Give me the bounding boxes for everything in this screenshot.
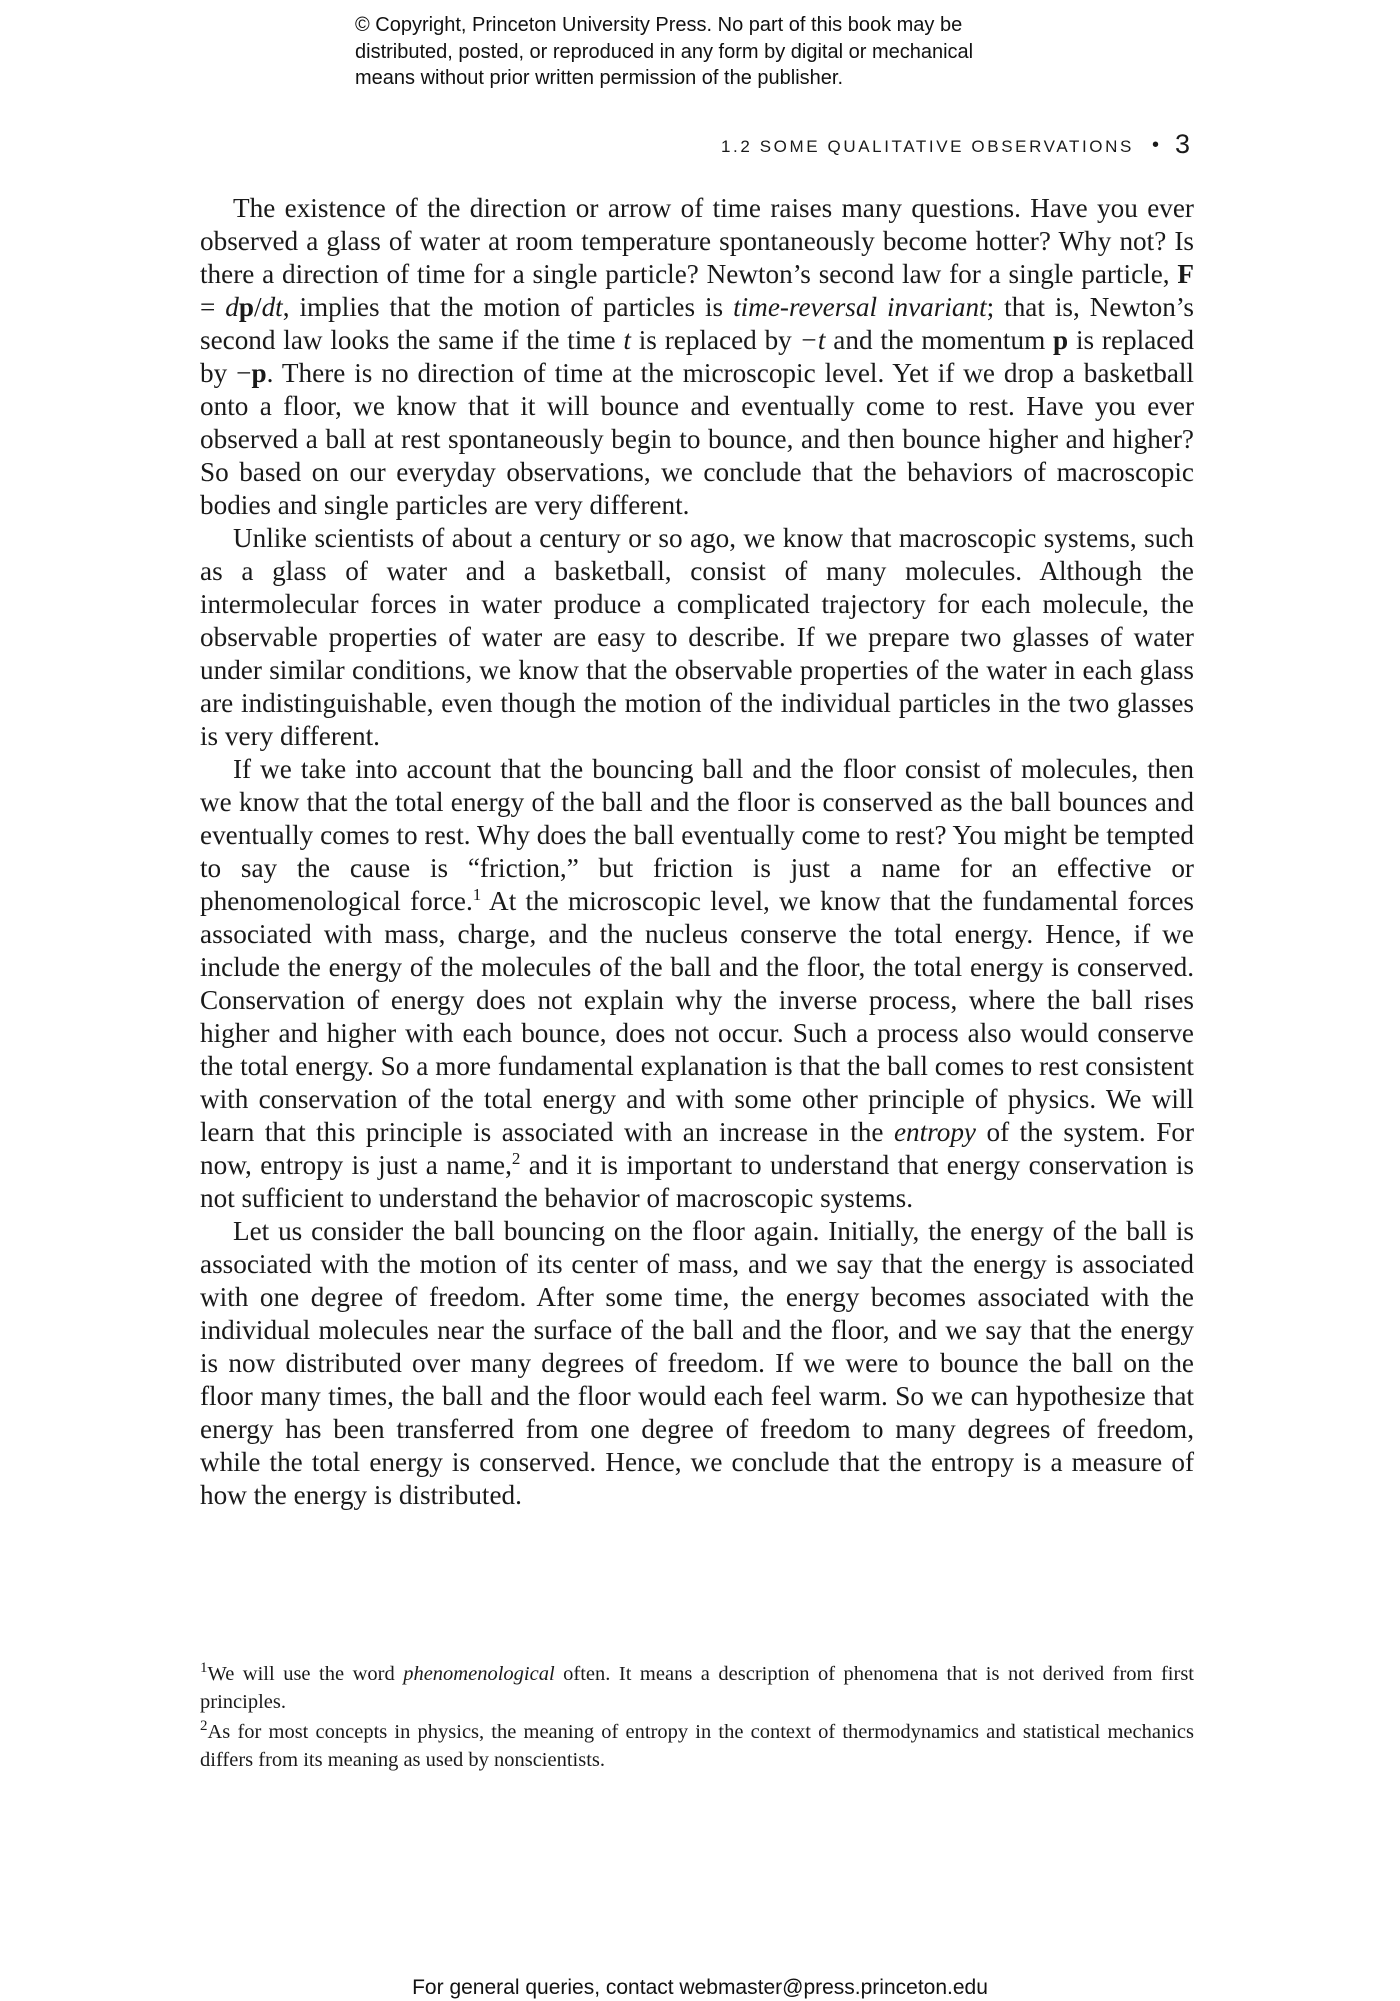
force-symbol: F: [1177, 259, 1194, 289]
text-run: and it is important to understand that energy conservation is not sufficient to understand the behavior of macroscopic systems.: [200, 1150, 1194, 1213]
equals-sign: =: [200, 292, 226, 322]
footnote: [200, 1660, 1194, 1716]
page-number: 3: [1174, 129, 1190, 159]
text-run: . There is no direction of time at the microscopic level. Yet if we drop a basketball onto a floor, we know that it will bounce and eventually come to rest. Have you ever observed a ball at rest spontaneously begin to bounce, and then bounce higher and higher? So based on our everyday observations, we conclude that the behaviors of macroscopic bodies and single particles are very different.: [200, 358, 1194, 520]
contact-footer: For general queries, contact webmaster@press.princeton.edu: [412, 1976, 988, 1999]
running-head: [500, 128, 1190, 159]
footnote-ref: 1: [472, 884, 482, 904]
paragraph: Unlike scientists of about a century or so ago, we know that macroscopic systems, such as a glass of water and a basketball, consist of many molecules. Although the intermolecular forces in water produce a complicated trajectory for each molecule, the observable properties of water are easy to describe. If we prepare two glasses of water under similar conditions, we know that the observable properties of the water in each glass are indistinguishable, even though the motion of the individual particles in the two glasses is very different.: [200, 523, 1194, 751]
math-d: d: [225, 292, 239, 322]
negative-time-symbol: −t: [799, 325, 826, 355]
time-symbol: t: [623, 325, 631, 355]
paragraph: [200, 192, 1194, 522]
text-run: often. It means a description of phenomena that is not derived from first principles.: [200, 1663, 1194, 1713]
body-text: [200, 192, 1194, 1512]
text-run: As for most concepts in physics, the meaning of entropy in the context of thermodynamics and statistical mechanics differs from its meaning as used by nonscientists.: [200, 1721, 1194, 1771]
paragraph: [200, 753, 1194, 1215]
footnote: [200, 1718, 1194, 1774]
momentum-symbol: p: [1053, 325, 1069, 355]
footnote-mark: 2: [200, 1718, 208, 1735]
text-run: The existence of the direction or arrow of time raises many questions. Have you ever observed a glass of water at room temperature spontaneously become hotter? Why not? Is there a direction of time for a single particle? Newton’s second law for a single particle,: [200, 193, 1194, 289]
text-run: ; that is, Newton’s second law looks the same if the time: [200, 292, 1194, 355]
section-title: 1.2 SOME QUALITATIVE OBSERVATIONS: [720, 137, 1134, 156]
emphasis: time-reversal invariant: [733, 292, 987, 322]
copyright-notice: [355, 12, 1115, 92]
paragraph: Let us consider the ball bouncing on the floor again. Initially, the energy of the ball is associated with the motion of its center of mass, and we say that the energy is associated with one degree of freedom. After some time, the energy becomes associated with the individual molecules near the surface of the ball and the floor, and we say that the energy is now distributed over many degrees of freedom. If we were to bounce the ball on the floor many times, the ball and the floor would each feel warm. So we can hypothesize that energy has been transferred from one degree of freedom to many degrees of freedom, while the total energy is conserved. Hence, we conclude that the entropy is a measure of how the energy is distributed.: [200, 1216, 1194, 1510]
text-run: of the system. For now, entropy is just a name,: [200, 1117, 1195, 1180]
text-run: and the momentum: [825, 325, 1054, 355]
copyright-line: means without prior written permission of the publisher.: [355, 67, 844, 89]
momentum-symbol: p: [238, 292, 255, 322]
copyright-line: distributed, posted, or reproduced in any form by digital or mechanical: [355, 40, 974, 63]
text-run: , implies that the motion of particles is: [282, 292, 734, 322]
emphasis: phenomenological: [403, 1663, 555, 1685]
footnotes: [200, 1660, 1194, 1776]
text-run: is replaced by: [630, 325, 800, 355]
text-run: We will use the word: [207, 1663, 404, 1685]
footnote-ref: 2: [511, 1148, 521, 1168]
text-run: At the microscopic level, we know that the fundamental forces associated with mass, charge, and the nucleus conserve the total energy. Hence, if we include the energy of the molecules of the ball and the floor, the total energy is conserved. Conservation of energy does not explain why the inverse process, where the ball rises higher and higher with each bounce, does not occur. Such a process also would conserve the total energy. So a more fundamental explanation is that the ball comes to rest consistent with conservation of the total energy and with some other principle of physics. We will learn that this principle is associated with an increase in the: [200, 886, 1194, 1147]
slash: /: [254, 292, 262, 322]
momentum-symbol: p: [251, 358, 267, 388]
text-run: If we take into account that the bouncing ball and the floor consist of molecules, then we know that the total energy of the ball and the floor is conserved as the ball bounces and eventually comes to rest. Why does the ball eventually come to rest? You might be tempted to say the cause is “friction,” but friction is just a name for an effective or phenomenological force.: [200, 754, 1194, 916]
separator-bullet: •: [1151, 134, 1159, 156]
copyright-line: © Copyright, Princeton University Press. No part of this book may be: [355, 14, 963, 36]
math-dt: dt: [261, 292, 283, 322]
footnote-mark: 1: [200, 1660, 208, 1677]
emphasis: entropy: [893, 1117, 976, 1147]
text-run: is replaced by −: [200, 325, 1194, 388]
